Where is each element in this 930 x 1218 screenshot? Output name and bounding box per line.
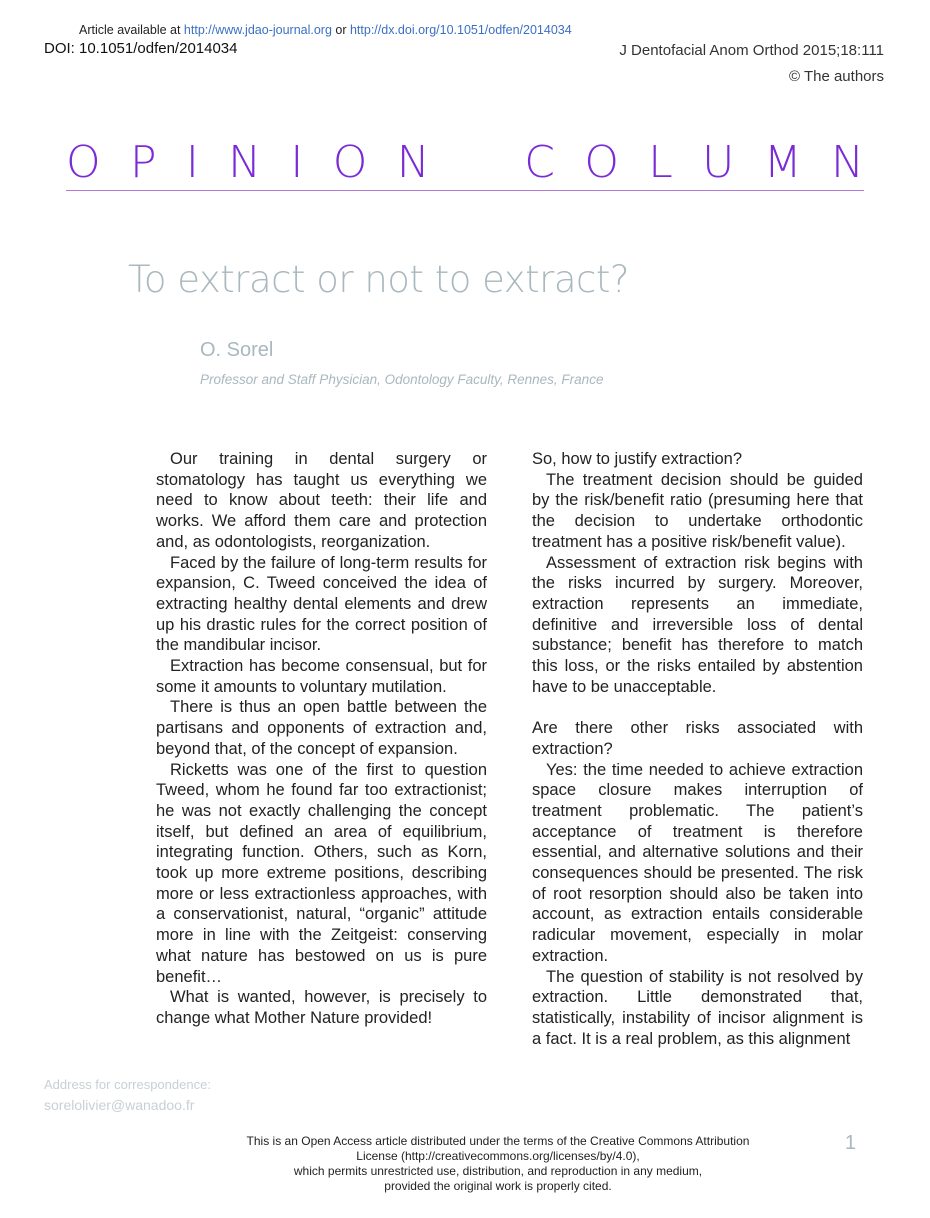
body-paragraph: Yes: the time needed to achieve extraction space closure makes interruption of treatment problematic. The patient’s acceptance of treatment is therefore essential, and alternative solutions and their consequences should be presented. The risk of root resorption should also be taken into account, as extraction entails considerable radicular movement, especially in molar extraction. xyxy=(532,760,863,965)
body-paragraph: The question of stability is not resolved by extraction. Little demonstrated that, statistically, instability of incisor alignment is a fact. It is a real problem, as this alignment xyxy=(532,967,863,1048)
author-affiliation: Professor and Staff Physician, Odontology Faculty, Rennes, France xyxy=(200,372,604,387)
section-question: Are there other risks associated with extraction? xyxy=(532,719,863,758)
doi-label: DOI: 10.1051/odfen/2014034 xyxy=(44,40,238,57)
banner-letter: P xyxy=(129,137,157,188)
license-line: License (http://creativecommons.org/licenses/by/4.0), xyxy=(356,1149,640,1163)
license-line: which permits unrestricted use, distribution, and reproduction in any medium, xyxy=(293,1164,703,1178)
license-line: This is an Open Access article distributed under the terms of the Creative Commons Attribution xyxy=(246,1134,750,1148)
banner-letter: M xyxy=(763,137,802,188)
section-question: So, how to justify extraction? xyxy=(532,450,743,468)
copyright-notice: © The authors xyxy=(789,68,884,85)
banner-letter: O xyxy=(332,137,368,188)
journal-citation: J Dentofacial Anom Orthod 2015;18:111 xyxy=(619,42,884,59)
article-author: O. Sorel xyxy=(200,339,274,361)
banner-letter: N xyxy=(830,137,864,188)
body-paragraph: What is wanted, however, is precisely to change what Mother Nature provided! xyxy=(156,988,487,1027)
body-paragraph: Faced by the failure of long-term results for expansion, C. Tweed conceived the idea of extracting healthy dental elements and drew up his drastic rules for the correct position of the mandibular incisor. xyxy=(156,553,487,655)
availability-prefix: Article available at xyxy=(79,23,184,37)
journal-link[interactable]: http://www.jdao-journal.org xyxy=(183,23,332,37)
article-availability-line xyxy=(79,23,572,37)
body-paragraph: Ricketts was one of the first to question Tweed, whom he found far too extractionist; he was not exactly challenging the concept itself, but defined an area of equilibrium, integrating function. Others, such as Korn, took up more extreme positions, describing more or less extractionless approaches, with a conservationist, natural, “organic” attitude more in line with the Zeitgeist: conserving what nature has bestowed on us is pure benefit… xyxy=(156,760,487,986)
banner-letter: O xyxy=(584,137,619,188)
opinion-column-banner xyxy=(66,136,864,191)
banner-letter: U xyxy=(702,137,735,188)
banner-letter: N xyxy=(396,137,430,188)
banner-letter: N xyxy=(228,137,262,188)
body-column-left xyxy=(156,449,487,1029)
doi-link[interactable]: http://dx.doi.org/10.1051/odfen/2014034 xyxy=(349,23,572,37)
body-paragraph: Our training in dental surgery or stomatology has taught us everything we need to know about teeth: their life and works. We afford them care and protection and, as odontologists, reorganization. xyxy=(156,450,487,551)
license-line: provided the original work is properly cited. xyxy=(384,1179,612,1193)
license-footer xyxy=(198,1134,798,1194)
banner-letter: I xyxy=(290,137,304,188)
banner-letter: C xyxy=(524,137,555,188)
body-paragraph: There is thus an open battle between the partisans and opponents of extraction and, beyond that, of the concept of expansion. xyxy=(156,698,487,758)
article-title: To extract or not to extract? xyxy=(128,258,629,301)
availability-or: or xyxy=(331,23,350,37)
banner-letter: O xyxy=(66,137,101,188)
body-paragraph: The treatment decision should be guided by the risk/benefit ratio (presuming here that the decision to undertake orthodontic treatment has a positive risk/benefit value). xyxy=(532,470,863,551)
correspondence-label: Address for correspondence: xyxy=(44,1077,211,1092)
body-paragraph: Assessment of extraction risk begins with the risks incurred by surgery. Moreover, extraction represents an immediate, definitive and irreversible loss of dental substance; benefit has therefore to match this loss, or the risks entailed by abstention have to be unacceptable. xyxy=(532,553,863,696)
correspondence-email: sorelolivier@wanadoo.fr xyxy=(44,1097,195,1113)
banner-letter: I xyxy=(185,137,199,188)
banner-letter: L xyxy=(648,137,673,188)
body-paragraph: Extraction has become consensual, but for some it amounts to voluntary mutilation. xyxy=(156,657,487,696)
page-number: 1 xyxy=(844,1132,856,1154)
body-column-right xyxy=(532,449,863,1049)
